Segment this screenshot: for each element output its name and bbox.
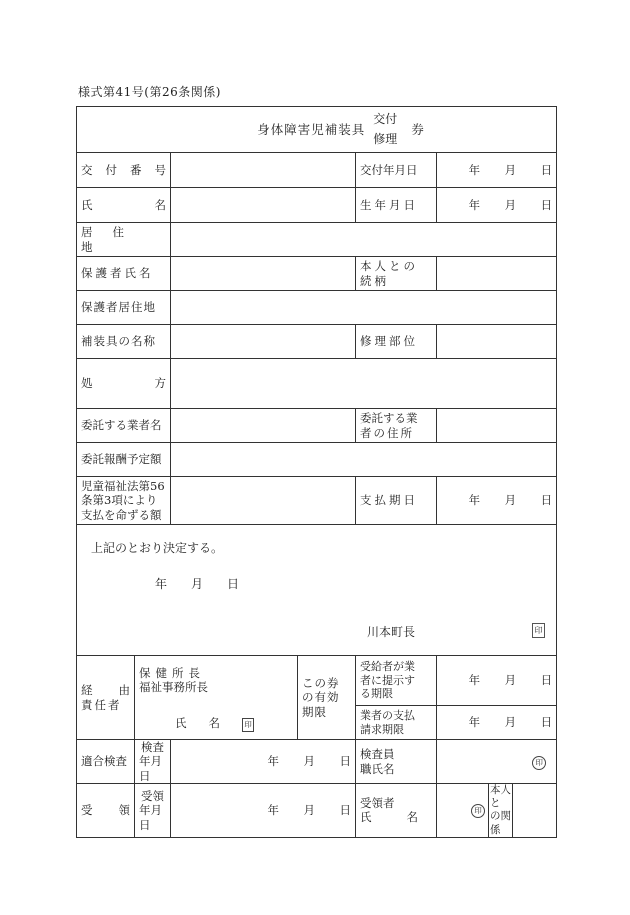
label-law-amount: 児童福祉法第56 条第3項により 支払を命ずる額 <box>77 477 171 525</box>
field-health-office[interactable]: 保健所長 福祉事務所長 氏名 印 <box>135 656 298 740</box>
decision-section <box>77 525 557 656</box>
label-fee: 委託報酬予定額 <box>77 443 171 477</box>
title-option-issue: 交付 <box>373 112 398 127</box>
label-relation: 本人との 続柄 <box>356 257 437 291</box>
label-present-deadline: 受給者が業 者に提示す る期限 <box>356 656 437 706</box>
label-contractor: 委託する業者名 <box>77 409 171 443</box>
label-number: 交 付 番 号 <box>77 153 171 188</box>
label-claim-deadline: 業者の支払 請求期限 <box>356 706 437 740</box>
field-repair-part[interactable] <box>437 325 557 359</box>
field-contractor-address[interactable] <box>437 409 557 443</box>
inspector-seal-mark: 印 <box>532 756 546 770</box>
label-name: 氏 名 <box>77 188 171 223</box>
label-address: 居住地 <box>77 223 171 257</box>
mayor-seal-mark: 印 <box>532 623 545 638</box>
health-seal-mark: 印 <box>242 718 254 732</box>
form-caption: 様式第41号(第26条関係) <box>78 85 221 99</box>
field-address[interactable] <box>171 223 557 257</box>
field-inspection-date[interactable]: 年 月 日 <box>171 740 356 784</box>
form-title <box>77 107 557 153</box>
field-relationship[interactable] <box>513 784 557 838</box>
label-guardian-address: 保護者居住地 <box>77 291 171 325</box>
label-inspector: 検査員 職氏名 <box>356 740 437 784</box>
field-fee[interactable] <box>171 443 557 477</box>
decision-text: 上記のとおり決定する。 <box>91 541 224 555</box>
field-receipt-date[interactable]: 年 月 日 <box>171 784 356 838</box>
label-route-responsible: 経 由 責任者 <box>77 656 135 740</box>
field-law-amount[interactable] <box>171 477 356 525</box>
title-main: 身体障害児補装具 <box>257 121 366 137</box>
decision-date[interactable]: 年 月 日 <box>155 577 240 591</box>
field-pay-date[interactable]: 年 月 日 <box>437 477 557 525</box>
mayor-title: 川本町長 <box>367 625 416 639</box>
field-claim-deadline[interactable]: 年 月 日 <box>437 706 557 740</box>
label-inspection-date: 検 査 年月日 <box>135 740 171 784</box>
label-birth: 生年月日 <box>356 188 437 223</box>
label-receipt: 受 領 <box>77 784 135 838</box>
label-inspection: 適合検査 <box>77 740 135 784</box>
field-guardian-name[interactable] <box>171 257 356 291</box>
label-contractor-address: 委託する業 者の住所 <box>356 409 437 443</box>
label-prescription: 処 方 <box>77 359 171 409</box>
label-receipt-date: 受 領 年月日 <box>135 784 171 838</box>
label-repair-part: 修理部位 <box>356 325 437 359</box>
field-device-name[interactable] <box>171 325 356 359</box>
field-birth[interactable]: 年 月 日 <box>437 188 557 223</box>
field-contractor[interactable] <box>171 409 356 443</box>
receiver-seal-mark: 印 <box>471 804 485 818</box>
title-option-repair: 修理 <box>373 131 398 146</box>
field-present-deadline[interactable]: 年 月 日 <box>437 656 557 706</box>
label-relationship: 本人と の関係 <box>490 784 511 836</box>
label-guardian-name: 保護者氏名 <box>77 257 171 291</box>
label-pay-date: 支払期日 <box>356 477 437 525</box>
field-number[interactable] <box>171 153 356 188</box>
certificate-form <box>76 106 557 838</box>
field-issue-date[interactable]: 年 月 日 <box>437 153 557 188</box>
label-receiver: 受領者 氏 名 <box>356 784 437 838</box>
label-device-name: 補装具の名称 <box>77 325 171 359</box>
label-valid-period: この券 の有効 期限 <box>298 656 356 740</box>
field-name[interactable] <box>171 188 356 223</box>
field-prescription[interactable] <box>171 359 557 409</box>
field-receiver[interactable] <box>437 784 489 838</box>
field-relation[interactable] <box>437 257 557 291</box>
field-inspector[interactable] <box>437 740 557 784</box>
field-guardian-address[interactable] <box>171 291 557 325</box>
label-issue-date: 交付年月日 <box>356 153 437 188</box>
title-suffix: 券 <box>411 121 424 137</box>
